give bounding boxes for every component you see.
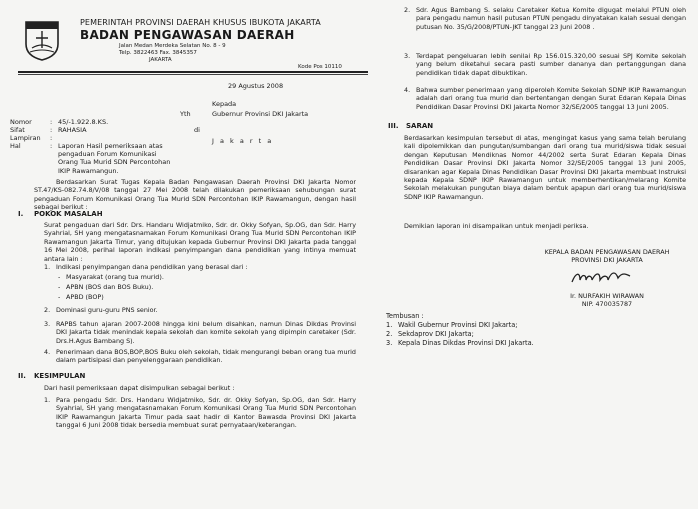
letterhead-government: PEMERINTAH PROVINSI DAERAH KHUSUS IBUKOTA JAKARTA [80,18,321,27]
letter-page-2 [372,0,698,509]
hal-value: Laporan Hasil pemeriksaan atas pengaduan Forum Komunikasi Orang Tua Murid SDN Percontohan IKIP Rawamangun. [58,142,171,175]
lampiran-label: Lampiran [10,134,41,142]
section-1-number: I. [18,210,24,218]
tembusan-1: Wakil Gubernur Provinsi DKI Jakarta; [398,321,518,329]
item-3-number: 3. [44,320,51,328]
nomor-label: Nomor [10,118,32,126]
letterhead-rule [18,71,368,73]
item-4-number: 4. [44,348,51,356]
k2-number: 2. [404,6,411,14]
tembusan-2-number: 2. [386,330,393,338]
letterhead-agency: BADAN PENGAWASAN DAERAH [80,28,295,42]
section-3-number: III. [388,122,399,130]
hal-colon: : [50,142,53,150]
handwritten-signature-icon [570,268,632,288]
tembusan-label: Tembusan : [386,312,424,320]
item-1a-text: Masyarakat (orang tua murid). [66,273,164,281]
item-2-number: 2. [44,306,51,314]
intro-paragraph: Berdasarkan Surat Tugas Kepala Badan Pengawasan Daerah Provinsi DKI Jakarta Nomor ST.47/KS-082.74.8/V/08 tanggal 27 Mei 2008 telah dilakukan pemeriksaan sehubungan surat pengaduan Forum Komunikasi Orang Tua Murid SDN Percontohan IKIP Rawamangun, dengan hasil sebagai berikut : [34,178,356,212]
letterhead-phone: Telp. 3822463 Fax. 3845357 [119,50,197,56]
section-1-text: Surat pengaduan dari Sdr. Drs. Handaru Widjatmiko, Sdr. dr. Okky Sofyan, Sp.OG, dan Sdr. Harry Syahrial, SH yang mengatasnamakan Forum Komunikasi Orang Tua Murid SDN Percontohan IKIP Rawamangun Jakarta Timur, yang ditujukan kepada Gubernur Provinsi DKI Jakarta pada tanggal 16 Mei 2008, perihal laporan indikasi penyimpangan dana pendidikan yang intinya memuat antara lain : [44,221,356,263]
addressee-kepada: Kepada [212,100,237,108]
signature-title-2: PROVINSI DKI JAKARTA [571,256,643,265]
tembusan-3: Kepala Dinas Dikdas Provinsi DKI Jakarta. [398,339,534,347]
saran-text: Berdasarkan kesimpulan tersebut di atas, mengingat kasus yang sama telah berulang kali dipolemikkan dan pungutan/sumbangan dari orang tua murid/siswa tidak sesuai dengan Keputusan Mendiknas Nomor 44/2002 serta Surat Edaran Kepala Dinas Pendidikan Dasar Provinsi DKI Jakarta Nomor 32/SE/2005 tanggal 13 Juni 2005, disarankan agar Kepala Dinas Pendidikan Dasar Provinsi DKI Jakarta membuat Instruksi kepada Kepala SDNP IKIP Rawamangun untuk memberhentikan/melarang Komite Sekolah melakukan pungutan biaya dalam bentuk apapun dari orang tua murid/siswa SDNP IKIP Rawamangun. [404,134,686,201]
k4-number: 4. [404,86,411,94]
k1-text: Para pengadu Sdr. Drs. Handaru Widjatmiko, Sdr. dr. Okky Sofyan, Sp.OG, dan Sdr. Harry Syahrial, SH yang mengatasnamakan Forum Komunikasi Orang Tua Murid SDN Percontohan IKIP Rawamangun Jakarta Timur pada saat hadir di Kantor Bawasda Provinsi DKI Jakarta tanggal 6 Juni 2008 tidak bersedia membuat surat pernyataan/keterangan. [56,396,356,430]
letter-date: 29 Agustus 2008 [228,82,284,90]
tembusan-2: Sekdaprov DKI Jakarta; [398,330,474,338]
signatory-block [522,292,692,309]
item-1-number: 1. [44,263,51,271]
addressee-name: Gubernur Provinsi DKI Jakarta [212,110,309,118]
letterhead-address: Jalan Medan Merdeka Selatan No. 8 - 9 [119,43,226,49]
letterhead-city: JAKARTA [149,57,172,63]
lampiran-colon: : [50,134,53,142]
k4-text: Bahwa sumber penerimaan yang diperoleh Komite Sekolah SDNP IKIP Rawamangun adalah dari orang tua murid dan bertentangan dengan Surat Edaran Kepala Dinas Pendidikan Dasar Provinsi DKI Jakarta Nomor 32/SE/2005 tanggal 13 Juni 2005. [416,86,686,111]
signatory-nip: NIP. 470035787 [581,300,633,309]
section-2-number: II. [18,372,26,380]
nomor-value: 45/-1.922.8.KS. [58,118,109,126]
nomor-colon: : [50,118,53,126]
item-1b-bullet: - [58,283,61,291]
letterhead-postal: Kode Pos 10110 [298,64,342,70]
sifat-colon: : [50,126,53,134]
sifat-label: Sifat [10,126,25,134]
item-1b-text: APBN (BOS dan BOS Buku). [66,283,154,291]
item-1c-bullet: - [58,293,61,301]
jakarta-emblem-icon [22,18,62,62]
section-2-intro: Dari hasil pemeriksaan dapat disimpulkan sebagai berikut : [44,384,235,392]
k3-text: Terdapat pengeluaran lebih senilai Rp 156.015.320,00 sesuai SPJ Komite sekolah yang belum diketahui secara pasti sumber dananya dan pertanggungan dana pendidikan tidak dapat dibuktikan. [416,52,686,77]
k3-number: 3. [404,52,411,60]
item-2-text: Dominasi guru-guru PNS senior. [56,306,158,314]
item-1c-text: APBD (BOP) [66,293,104,301]
addressee-yth: Yth [180,110,191,118]
sifat-value: RAHASIA [58,126,87,134]
addressee-city: J a k a r t a [212,137,274,145]
section-1-title: POKOK MASALAH [34,210,103,218]
signature-block [522,248,692,265]
k1-number: 1. [44,396,51,404]
tembusan-3-number: 3. [386,339,393,347]
item-4-text: Penerimaan dana BOS,BOP,BOS Buku oleh sekolah, tidak mengurangi beban orang tua murid dalam partisipasi dan penyelenggaraan pendidikan. [56,348,356,365]
addressee-di: di [194,126,200,134]
tembusan-1-number: 1. [386,321,393,329]
hal-label: Hal [10,142,21,150]
item-1a-bullet: - [58,273,61,281]
signature-title-1: KEPALA BADAN PENGAWASAN DAERAH [544,248,670,256]
closing-text: Demikian laporan ini disampaikan untuk menjadi periksa. [404,222,589,230]
k2-text: Sdr. Agus Bambang S. selaku Caretaker Ketua Komite digugat melalui PTUN oleh para pengadu namun hasil putusan PTUN pengadu dinyatakan kalah sesuai dengan putusan No. 35/G/2008/PTUN-JKT tanggal 23 Juni 2008 . [416,6,686,31]
signatory-name: Ir. NURFAKIH WIRAWAN [570,292,644,300]
item-1-text: Indikasi penyimpangan dana pendidikan yang berasal dari : [56,263,248,271]
item-3-text: RAPBS tahun ajaran 2007-2008 hingga kini belum disahkan, namun Dinas Dikdas Provinsi DKI Jakarta tidak menindak kepala sekolah dan komite sekolah yang dipimpin caretaker (Sdr. Drs.H.Agus Bambang S). [56,320,356,345]
section-3-title: SARAN [406,122,434,130]
section-2-title: KESIMPULAN [34,372,86,380]
letterhead-rule-thin [18,74,368,75]
